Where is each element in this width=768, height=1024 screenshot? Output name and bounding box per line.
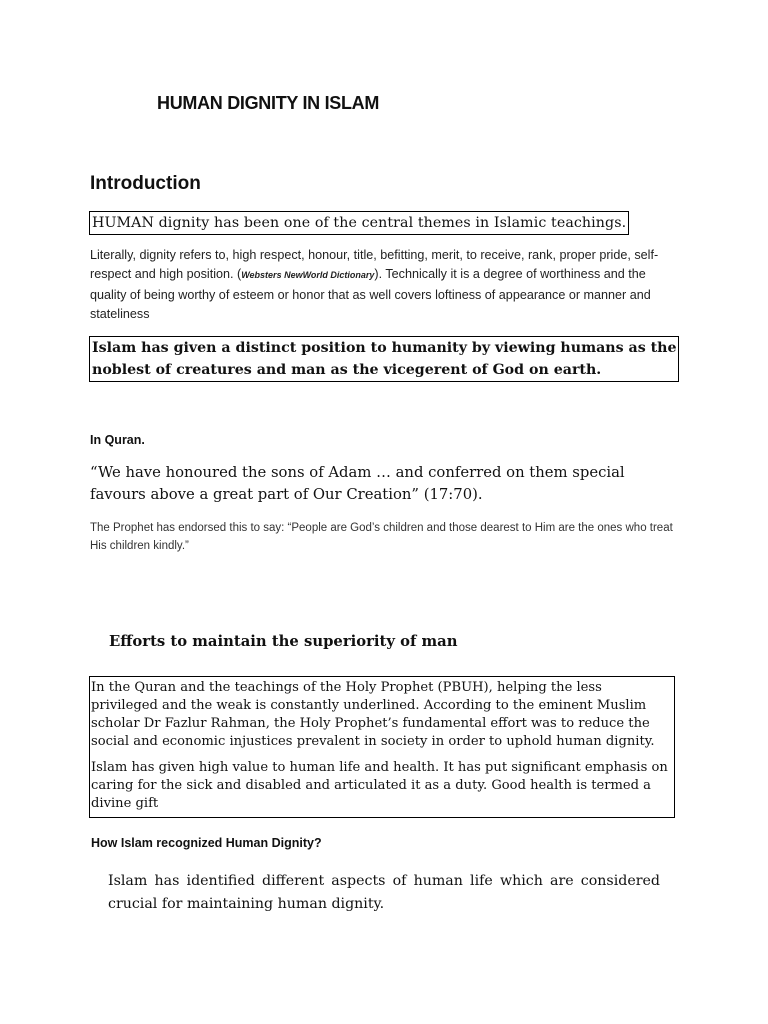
definition-text-end: ). Technically it is a degree of worthiness and the quality of being worthy of esteem or honor that as well covers loftiness of appearance or manner and stateliness [90, 267, 651, 321]
document-title: HUMAN DIGNITY IN ISLAM [157, 93, 380, 113]
boxed-efforts-section [89, 676, 675, 818]
boxed-statement-distinct-position: Islam has given a distinct position to humanity by viewing humans as the noblest of creatures and man as the vicegerent of God on earth. [89, 336, 679, 382]
dignity-definition-paragraph [90, 246, 670, 324]
quran-heading: In Quran. [90, 433, 145, 447]
efforts-paragraph-2: Islam has given high value to human life and health. It has put significant emphasis on caring for the sick and disabled and articulated it as a duty. Good health is termed a divine gift [91, 760, 668, 811]
how-islam-recognized-heading: How Islam recognized Human Dignity? [91, 836, 322, 850]
definition-text-start: Literally, dignity refers to, high respect, honour, title, befitting, merit, to receive, rank, proper pride, self-respect and high position. ( [90, 248, 659, 282]
dictionary-citation: Websters NewWorld Dictionary [241, 270, 375, 281]
introduction-heading: Introduction [90, 173, 201, 194]
efforts-paragraph-1: In the Quran and the teachings of the Holy Prophet (PBUH), helping the less privileged and the weak is constantly underlined. According to the eminent Muslim scholar Dr Fazlur Rahman, the Holy Prophet’s fundamental effort was to reduce the social and economic injustices prevalent in society in order to uphold human dignity. [91, 680, 655, 749]
efforts-heading: Efforts to maintain the superiority of man [109, 633, 458, 650]
boxed-statement-central-themes: HUMAN dignity has been one of the central themes in Islamic teachings. [89, 211, 629, 235]
quran-quote: “We have honoured the sons of Adam … and conferred on them special favours above a great part of Our Creation” (17:70). [90, 464, 625, 503]
prophet-hadith-text: The Prophet has endorsed this to say: “People are God’s children and those dearest to Him are the ones who treat His children kindly.” [90, 522, 673, 552]
aspects-paragraph: Islam has identified different aspects of human life which are considered crucial for maintaining human dignity. [108, 873, 660, 912]
